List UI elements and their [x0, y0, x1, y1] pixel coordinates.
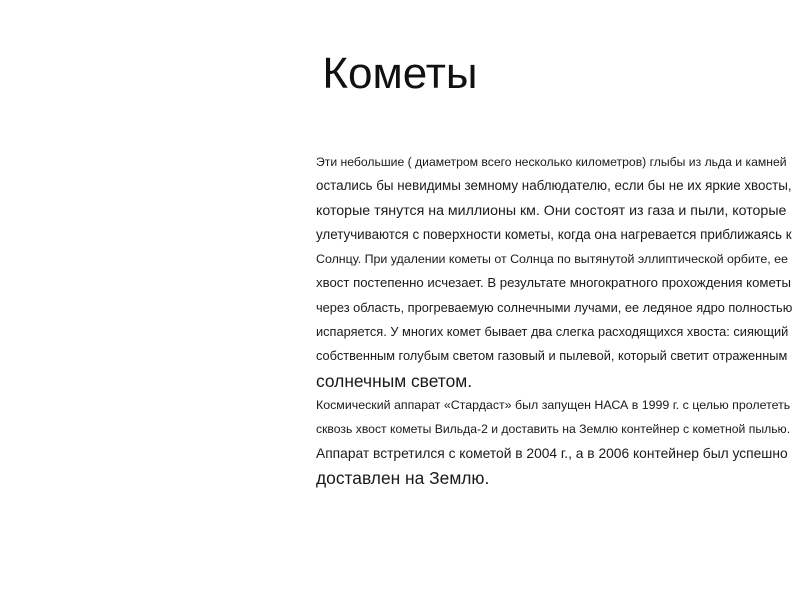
body-line: Аппарат встретился с кометой в 2004 г., а в 2006 контейнер был успешно — [316, 445, 788, 461]
body-line: доставлен на Землю. — [316, 467, 490, 488]
body-line: хвост постепенно исчезает. В результате многократного прохождения кометы — [316, 275, 791, 291]
body-line: остались бы невидимы земному наблюдателю, если бы не их яркие хвосты, — [316, 178, 792, 194]
body-line: Эти небольшие ( диаметром всего несколько километров) глыбы из льда и камней — [316, 155, 787, 169]
body-line: через область, прогреваемую солнечными лучами, ее ледяное ядро полностью — [316, 299, 793, 315]
body-line: которые тянутся на миллионы км. Они состоят из газа и пыли, которые — [316, 202, 787, 219]
body-line: солнечным светом. — [316, 370, 473, 391]
body-line: собственным голубым светом газовый и пылевой, который светит отраженным — [316, 348, 788, 364]
body-line: Солнцу. При удалении кометы от Солнца по вытянутой эллиптической орбите, ее — [316, 252, 788, 267]
body-line: испаряется. У многих комет бывает два слегка расходящихся хвоста: сияющий — [316, 324, 789, 340]
body-line: Космический аппарат «Стардаст» был запущен НАСА в 1999 г. с целью пролететь — [316, 397, 791, 412]
slide-body-text — [316, 150, 793, 490]
body-line: сквозь хвост кометы Вильда-2 и доставить на Землю контейнер с кометной пылью. — [316, 422, 791, 437]
body-line: улетучиваются с поверхности кометы, когда она нагревается приближаясь к — [316, 226, 792, 242]
slide-title: Кометы — [322, 49, 478, 98]
